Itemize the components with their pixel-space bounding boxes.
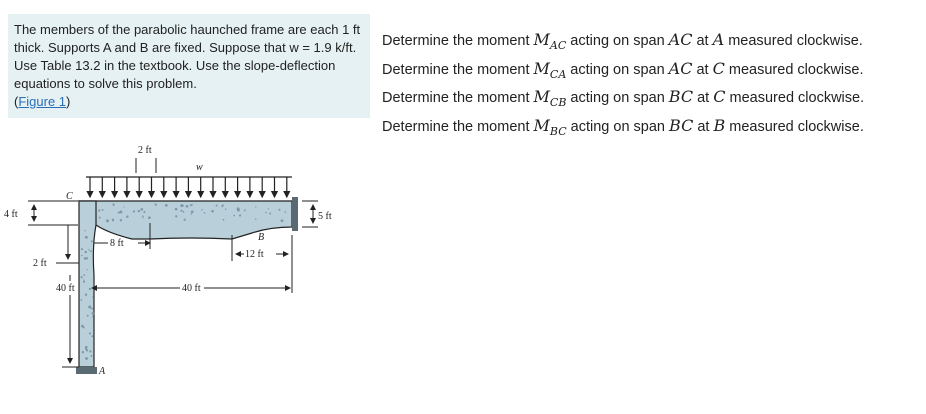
label-b: B [258,232,265,243]
frame-figure[interactable] [0,135,370,414]
speckle-dot [255,206,256,207]
speckle-dot [281,219,284,222]
label-12ft: 12 ft [245,249,264,260]
speckle-dot [211,210,214,213]
speckle-dot [133,210,135,212]
speckle-dot [85,251,87,253]
speckle-dot [83,281,85,283]
problem-statement-box [8,14,370,118]
speckle-dot [255,218,256,219]
speckle-dot [201,209,202,210]
q-span: AC [668,58,693,78]
speckle-dot [83,274,85,276]
speckle-dot [142,217,143,218]
speckle-dot [233,215,235,217]
speckle-dot [191,213,192,214]
speckle-dot [119,211,122,214]
q-span: BC [669,115,694,135]
q-text: acting on span [566,90,669,106]
label-c: C [66,191,73,202]
paren-open: ( [14,94,19,109]
q-text: Determine the moment [382,118,534,135]
question-m-ac [382,30,922,59]
speckle-dot [87,315,89,317]
speckle-dot [91,355,93,357]
label-4ft: 4 ft [4,209,18,220]
question-m-ca [382,59,922,88]
speckle-dot [92,312,95,315]
speckle-dot [191,211,194,214]
label-8ft: 8 ft [110,238,124,249]
speckle-dot [112,220,114,222]
dim-2ft-left [56,225,79,263]
speckle-dot [180,204,183,207]
q-text: measured clockwise. [725,90,865,106]
speckle-dot [268,208,269,209]
speckle-dot [85,357,88,360]
column-ac [79,201,96,367]
speckle-dot [183,211,185,213]
speckle-dot [89,288,91,290]
speckle-dot [80,299,82,301]
speckle-dot [88,306,91,309]
speckle-dot [81,325,84,328]
q-point: A [712,30,725,49]
speckle-dot [86,257,88,259]
q-text: Determine the moment [382,33,534,49]
q-symbol: $M_{BC}$ [533,115,567,138]
speckle-dot [284,211,286,213]
speckle-dot [239,214,241,216]
q-text: measured clockwise. [725,118,864,135]
figure-1-link[interactable]: Figure 1 [18,94,67,109]
speckle-dot [140,208,143,211]
speckle-dot [113,204,115,206]
speckle-dot [175,215,177,217]
speckle-dot [190,204,192,206]
label-2ft-top: 2 ft [138,145,152,156]
fixed-support-a [76,367,97,374]
speckle-dot [91,308,93,310]
q-symbol: $M_{AC}$ [533,30,567,53]
q-text: acting on span [566,118,670,135]
q-text: Determine the moment [382,61,534,78]
label-w: w [196,162,203,173]
speckle-dot [237,209,240,212]
q-span: BC [668,87,694,106]
speckle-dot [279,209,281,211]
speckle-dot [85,236,88,239]
q-span: AC [668,30,693,49]
label-a: A [99,366,106,377]
speckle-dot [269,213,271,215]
speckle-dot [92,316,93,317]
label-40ft-mid: 40 ft [182,283,201,294]
speckle-dot [90,250,92,252]
speckle-dot [88,249,90,251]
speckle-dot [204,212,206,214]
q-text: at [693,118,714,135]
speckle-dot [142,215,143,216]
speckle-dot [143,211,145,213]
speckle-dot [92,296,93,297]
q-text: acting on span [566,33,669,49]
label-40ft-left: 40 ft [56,283,75,294]
question-m-bc [382,116,922,145]
fixed-support-b [292,197,298,231]
speckle-dot [165,204,168,207]
speckle-dot [81,248,83,250]
dim-4ft [28,201,78,225]
q-text: at [692,33,713,49]
speckle-dot [175,208,178,211]
q-text: at [692,61,713,78]
speckle-dot [106,219,109,222]
speckle-dot [225,208,227,210]
speckle-dot [126,215,128,217]
speckle-dot [221,206,223,208]
q-text: at [693,90,714,106]
q-point: C [713,87,726,106]
problem-text: The members of the parabolic haunched frame are each 1 ft thick. Supports A and B are fixed. Suppose that w = 1.9 k/ft. Use Table 13.2 in the textbook. Use the slope-deflection equations to solve this problem. [14,22,361,91]
questions-list [382,30,922,144]
q-text: acting on span [566,61,669,78]
speckle-dot [223,219,225,221]
q-text: measured clockwise. [724,61,864,78]
speckle-dot [102,209,104,211]
speckle-dot [120,219,122,221]
speckle-dot [216,205,218,207]
speckle-dot [84,230,85,231]
speckle-dot [148,216,151,219]
speckle-dot [186,205,189,208]
speckle-dot [99,217,101,219]
speckle-dot [265,212,267,214]
speckle-dot [180,210,182,212]
speckle-dot [85,293,87,295]
label-5ft: 5 ft [318,211,332,222]
q-point: C [712,58,725,78]
speckle-dot [83,279,84,280]
distributed-load-arrows [86,177,292,197]
q-symbol: $M_{CB}$ [533,87,567,110]
q-text: Determine the moment [382,90,534,106]
q-point: B [713,115,726,135]
speckle-dot [98,209,100,211]
speckle-dot [81,255,82,256]
paren-close: ) [66,94,71,109]
speckle-dot [89,332,91,334]
speckle-dot [87,269,88,270]
speckle-dot [138,210,140,212]
speckle-dot [85,347,87,349]
dim-5ft [302,201,318,227]
speckle-dot [82,351,84,353]
question-m-cb [382,87,922,116]
q-symbol: $M_{CA}$ [533,58,567,81]
speckle-dot [89,350,91,352]
speckle-dot [184,219,186,221]
figure-link-wrapper [14,93,70,111]
speckle-dot [118,212,120,214]
speckle-dot [155,203,157,205]
speckle-dot [91,240,93,242]
label-2ft-left: 2 ft [33,258,47,269]
speckle-dot [244,209,246,211]
speckle-dot [91,335,93,337]
dim-2ft-top [136,158,156,173]
q-text: measured clockwise. [724,33,863,49]
speckle-dot [81,276,83,278]
speckle-dot [123,206,124,207]
